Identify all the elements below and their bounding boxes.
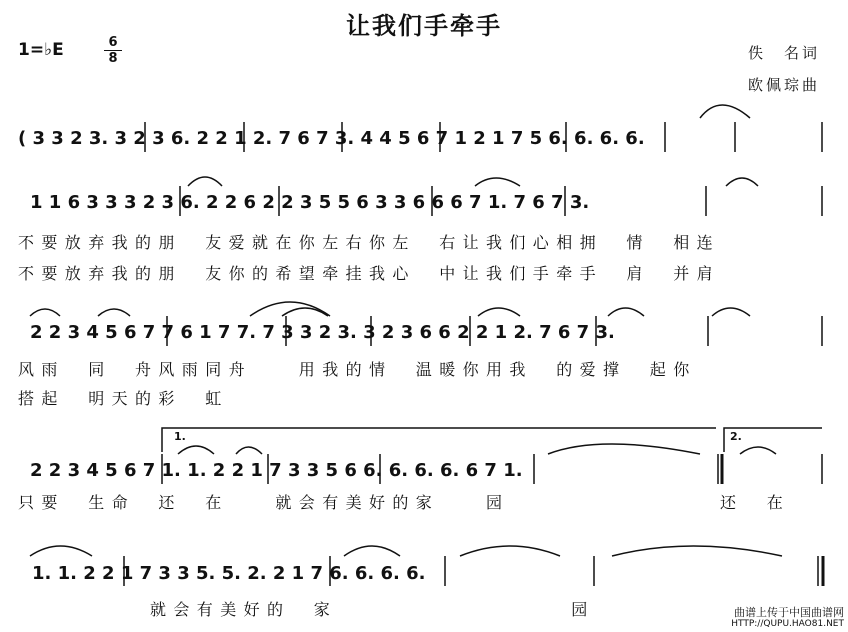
- lyrics-row-3-verse-1: 风雨 同 舟风雨同舟 用我的情 温暖你用我 的爱撑 起你: [18, 360, 697, 379]
- lyricist-credit: 佚 名词: [747, 44, 820, 62]
- notation-row-1: ( 3 3 2 3. 3 2 3 6. 2 2 1 2. 7 6 7 3. 4 4 5 6 7 1 2 1 7 5 6. 6. 6. 6.: [18, 128, 645, 149]
- volta-2-label: 2.: [730, 430, 742, 443]
- watermark-text: 曲谱上传于中国曲谱网: [734, 606, 844, 619]
- time-signature-bottom: 8: [108, 51, 118, 66]
- time-signature: [104, 36, 122, 65]
- key-signature: 1=♭E: [18, 40, 64, 60]
- lyrics-row-2-verse-2: 不要放弃我的朋 友你的希望牵挂我心 中让我们手牵手 肩 并肩: [18, 264, 721, 283]
- notation-row-3: 2 2 3 4 5 6 7 7 6 1 7 7. 7 3 3 2 3. 3 2 3 6 6 2 2 1 2. 7 6 7 3.: [30, 322, 615, 343]
- lyrics-row-5: 就会有美好的 家 园: [150, 600, 595, 619]
- volta-1-label: 1.: [174, 430, 186, 443]
- watermark-url: HTTP://QUPU.HAO81.NET: [731, 619, 844, 629]
- time-signature-top: 6: [108, 35, 118, 50]
- lyrics-row-4: 只要 生命 还 在 就会有美好的家 园 还 在: [18, 493, 791, 512]
- lyrics-row-2-verse-1: 不要放弃我的朋 友爱就在你左右你左 右让我们心相拥 情 相连: [18, 233, 721, 252]
- notation-row-5: 1. 1. 2 2 1 7 3 3 5. 5. 2. 2 1 7 6. 6. 6. 6.: [32, 563, 426, 584]
- song-title: 让我们手牵手: [346, 12, 502, 40]
- notation-row-2: 1 1 6 3 3 3 2 3 6. 2 2 6 2 2 3 5 5 6 3 3 6 6 6 7 1. 7 6 7 3.: [30, 192, 590, 213]
- composer-credit: 欧佩琮曲: [747, 76, 820, 94]
- notation-row-4: 2 2 3 4 5 6 7 1. 1. 2 2 1 7 3 3 5 6 6. 6. 6. 6. 6 7 1.: [30, 460, 523, 481]
- lyrics-row-3-verse-2: 搭起 明天的彩 虹: [18, 389, 229, 408]
